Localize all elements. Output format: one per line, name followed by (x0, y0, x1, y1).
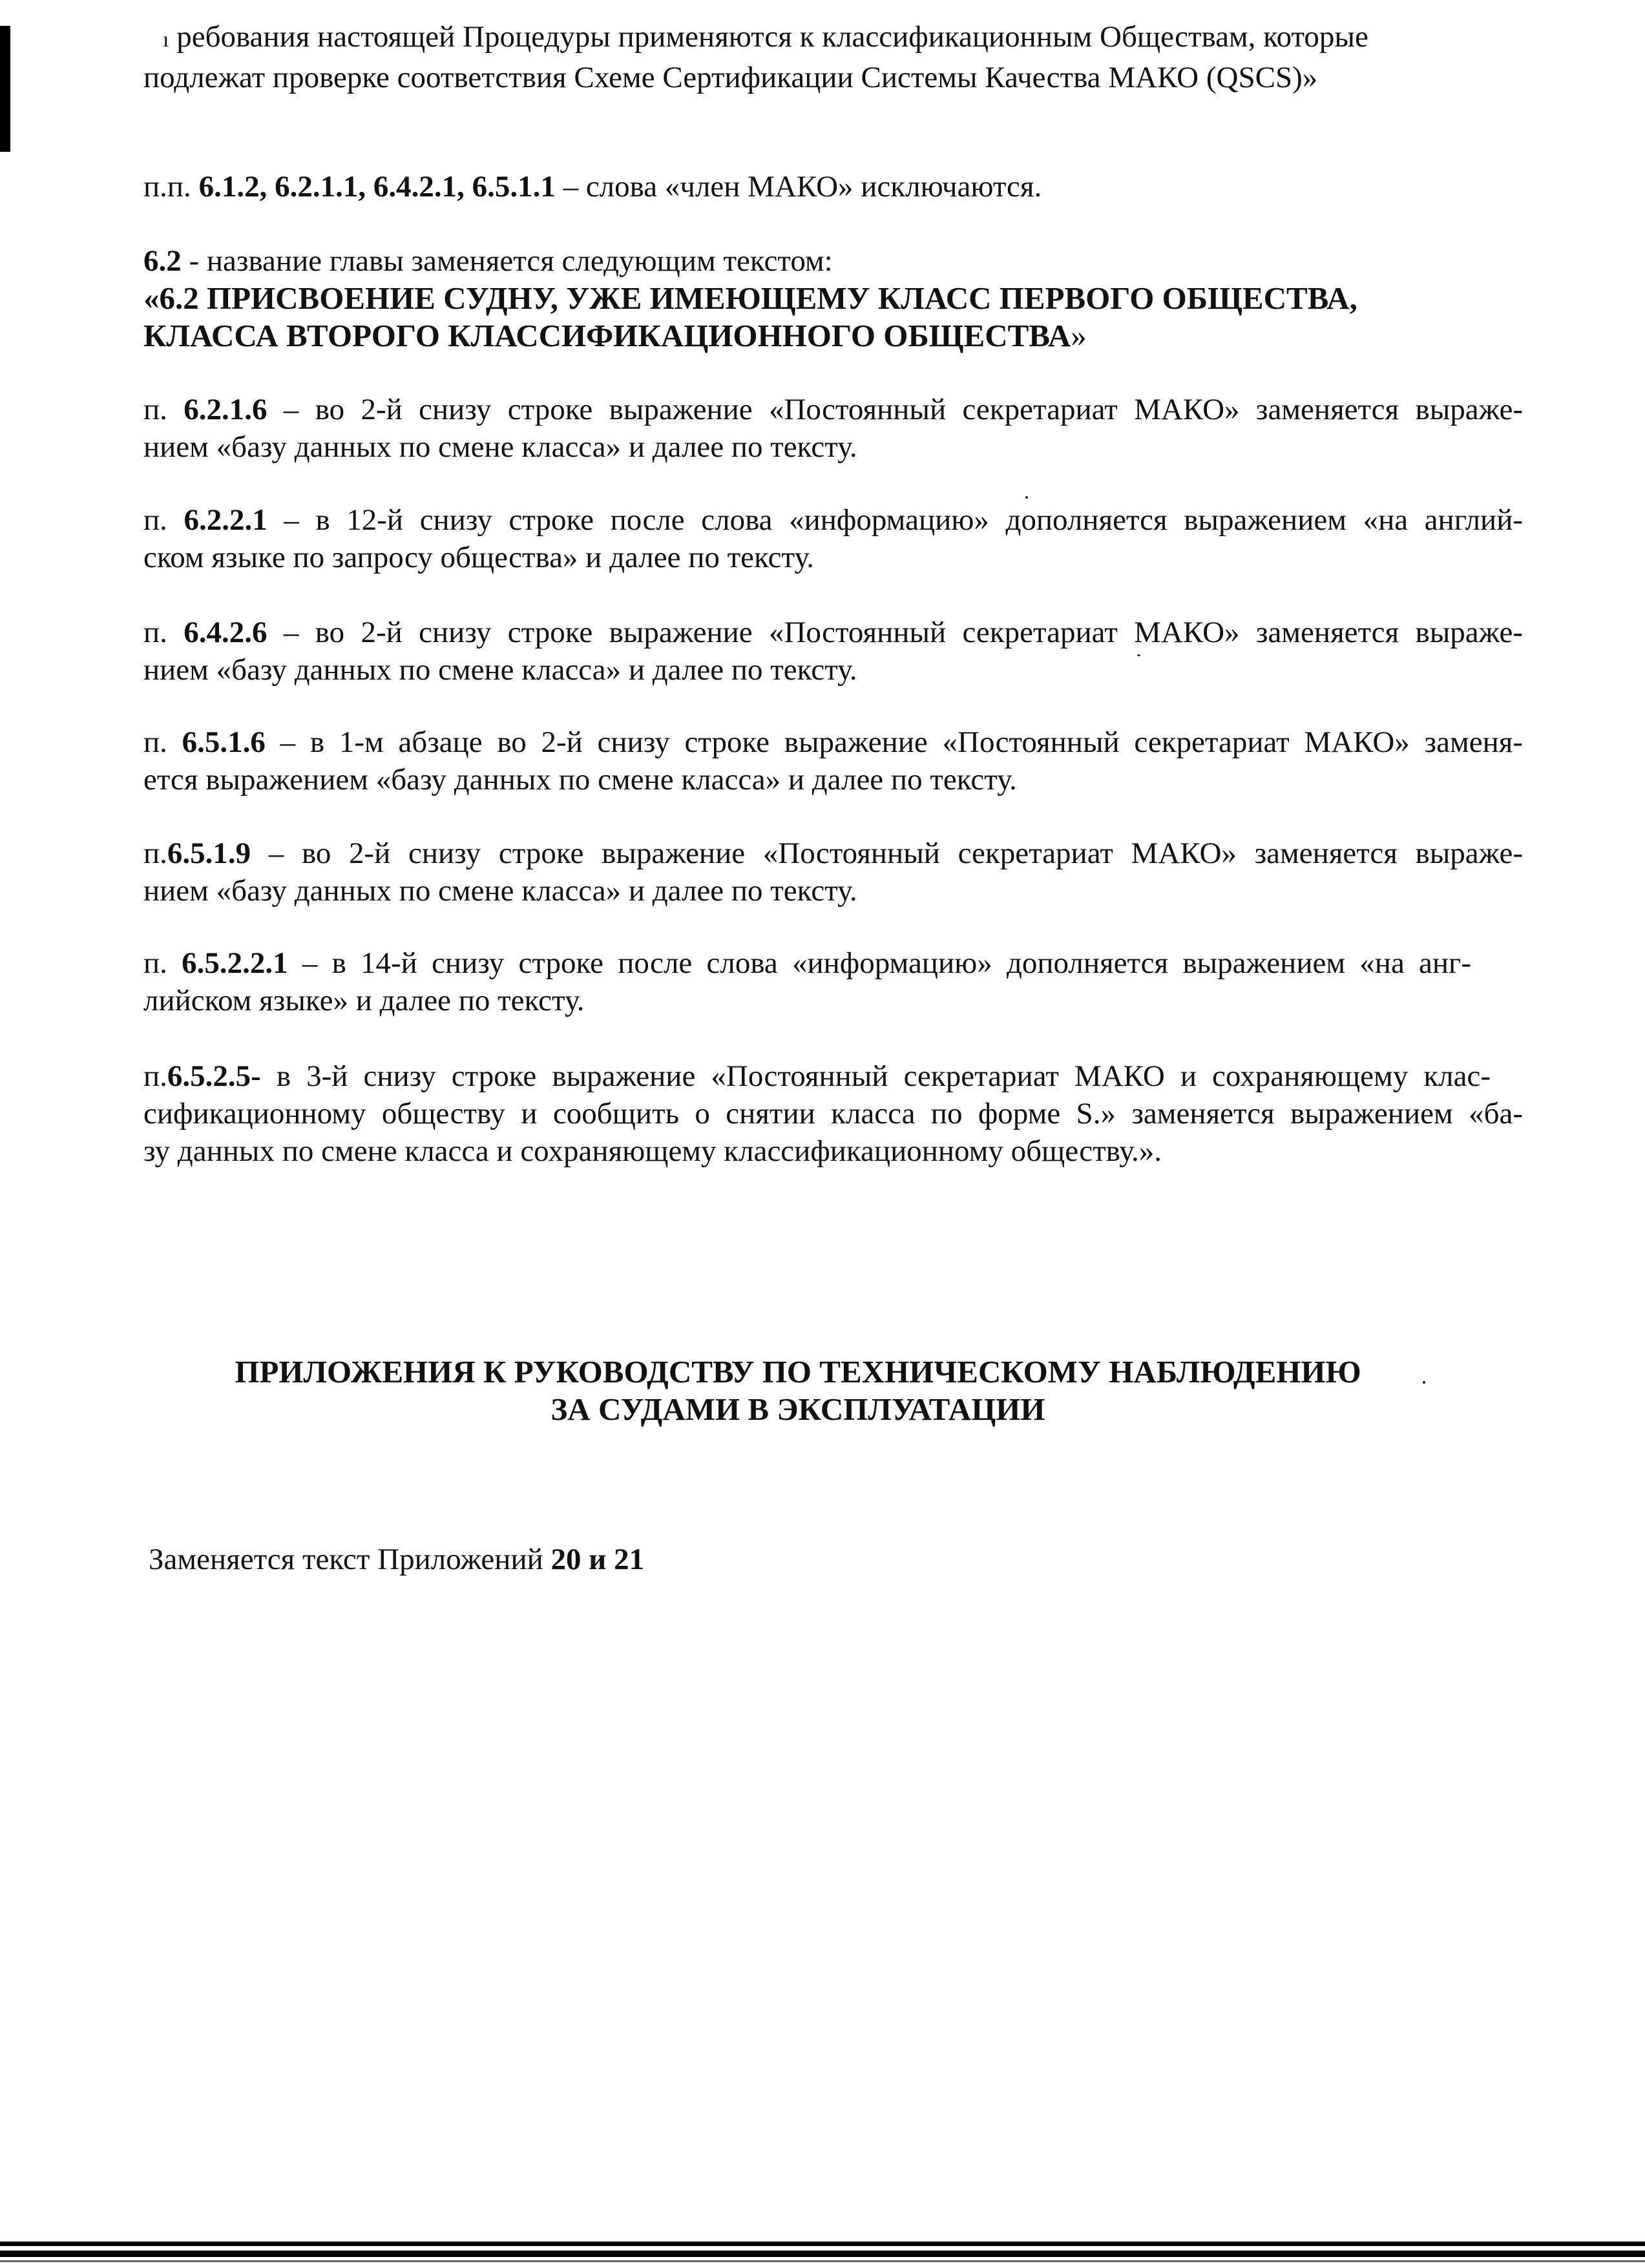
clause-refs: 6.1.2, 6.2.1.1, 6.4.2.1, 6.5.1.1 (198, 170, 556, 203)
paragraph-line-1 (143, 944, 1471, 982)
clause-ref: 6.5.2.5- (167, 1059, 261, 1093)
clause-ref: 6.2.2.1 (183, 503, 267, 537)
paragraph-6-2-2-1 (143, 501, 1523, 576)
scan-edge-mark (0, 26, 10, 152)
closing-quote: » (1071, 318, 1087, 353)
paragraph-line-1 (143, 835, 1523, 872)
clause-ref: 6.5.2.2.1 (182, 946, 288, 980)
paragraph-line-2: нием «базу данных по смене класса» и далее по тексту. (143, 874, 857, 908)
paragraph-member-removal (143, 168, 1523, 205)
clause-text: в 3-й снизу строке выражение «Постоянный секретариат МАКО и сохраняющему клас- (260, 1059, 1491, 1093)
paragraph-line-1 (143, 391, 1523, 428)
clause-prefix: п. (143, 616, 184, 649)
paragraph-6-5-1-6 (143, 723, 1523, 798)
paragraph-line-1 (143, 723, 1523, 761)
clause-text: – в 14-й снизу строке после слова «информацию» дополняется выражением «на анг- (288, 946, 1471, 980)
clause-text: – во 2-й снизу строке выражение «Постоянный секретариат МАКО» заменяется выраже- (251, 837, 1523, 870)
clause-prefix: п.п. (143, 170, 199, 203)
intro-line-1: ı ребования настоящей Процедуры применяются к классификационным Обществам, которые (163, 20, 1368, 54)
replacement-paragraph (149, 1541, 1528, 1578)
clause-prefix: п. (143, 503, 184, 537)
clause-prefix: п. (143, 725, 182, 759)
scan-speck (1137, 654, 1140, 656)
paragraph-line-2: ском языке по запросу общества» и далее по тексту. (143, 541, 814, 574)
clause-ref: 6.4.2.6 (183, 616, 267, 649)
replacement-text: Заменяется текст Приложений (149, 1543, 551, 1576)
paragraph-line (143, 168, 1523, 205)
clause-text: - название главы заменяется следующим текстом: (181, 244, 833, 278)
clause-prefix: п. (143, 1059, 167, 1093)
paragraph-line-1 (143, 1057, 1491, 1095)
paragraph-line (143, 242, 1523, 280)
chapter-heading-line-2 (143, 317, 1523, 355)
scan-bottom-rule (0, 2251, 1645, 2257)
paragraph-6-4-2-6 (143, 614, 1523, 689)
clause-text: – во 2-й снизу строке выражение «Постоянный секретариат МАКО» заменяется выраже- (267, 616, 1523, 649)
paragraph-line-3: зу данных по смене класса и сохраняющему классификационному обществу.». (143, 1134, 1162, 1168)
paragraph-6-5-2-2-1 (143, 944, 1523, 1019)
appendix-heading-line-2: ЗА СУДАМИ В ЭКСПЛУАТАЦИИ (550, 1391, 1045, 1427)
paragraph-chapter-title (143, 242, 1523, 355)
paragraph-line-1 (143, 501, 1523, 539)
scan-bottom-rule (0, 2242, 1645, 2246)
appendix-heading (0, 1353, 1596, 1428)
clause-prefix: п. (143, 393, 184, 426)
clause-text: – во 2-й снизу строке выражение «Постоянный секретариат МАКО» заменяется выраже- (267, 393, 1523, 426)
paragraph-6-2-1-6 (143, 391, 1523, 466)
clause-text: – в 12-й снизу строке после слова «информацию» дополняется выражением «на англий- (267, 503, 1523, 537)
clause-prefix: п. (143, 837, 167, 870)
scan-speck (1423, 1381, 1425, 1384)
intro-line-2: подлежат проверке соответствия Схеме Сертификации Системы Качества МАКО (QSCS)» (143, 61, 1318, 94)
clause-text: – слова «член МАКО» исключаются. (555, 170, 1042, 203)
clause-ref: 6.5.1.6 (182, 725, 266, 759)
intro-paragraph (143, 18, 1523, 96)
clause-ref: 6.2 (143, 244, 182, 278)
appendix-heading-line-1: ПРИЛОЖЕНИЯ К РУКОВОДСТВУ ПО ТЕХНИЧЕСКОМУ НАБЛЮДЕНИЮ (235, 1354, 1361, 1389)
scan-speck (1025, 496, 1028, 499)
paragraph-line-2: нием «базу данных по смене класса» и далее по тексту. (143, 653, 857, 687)
paragraph-line-2: лийском языке» и далее по тексту. (143, 984, 585, 1017)
paragraph-line-2: сификационному обществу и сообщить о снятии класса по форме S.» заменяется выражением «ба- (143, 1097, 1523, 1130)
paragraph-line-1 (143, 614, 1523, 651)
paragraph-line-2: нием «базу данных по смене класса» и далее по тексту. (143, 430, 857, 464)
clause-ref: 6.5.1.9 (167, 837, 251, 870)
clause-ref: 6.2.1.6 (183, 393, 267, 426)
paragraph-line (149, 1541, 1528, 1578)
paragraph-6-5-1-9 (143, 835, 1523, 910)
scan-bottom-rule (0, 2260, 1645, 2262)
chapter-heading-line-1: «6.2 ПРИСВОЕНИЕ СУДНУ, УЖЕ ИМЕЮЩЕМУ КЛАСС ПЕРВОГО ОБЩЕСТВА, (143, 280, 1357, 316)
clause-text: – в 1-м абзаце во 2-й снизу строке выражение «Постоянный секретариат МАКО» заменя- (265, 725, 1523, 759)
paragraph-line-2: ется выражением «базу данных по смене класса» и далее по тексту. (143, 763, 1017, 796)
replacement-numbers: 20 и 21 (550, 1543, 645, 1576)
paragraph-6-5-2-5 (143, 1057, 1523, 1170)
chapter-heading-text: КЛАССА ВТОРОГО КЛАССИФИКАЦИОННОГО ОБЩЕСТВА (143, 318, 1071, 353)
clause-prefix: п. (143, 946, 182, 980)
